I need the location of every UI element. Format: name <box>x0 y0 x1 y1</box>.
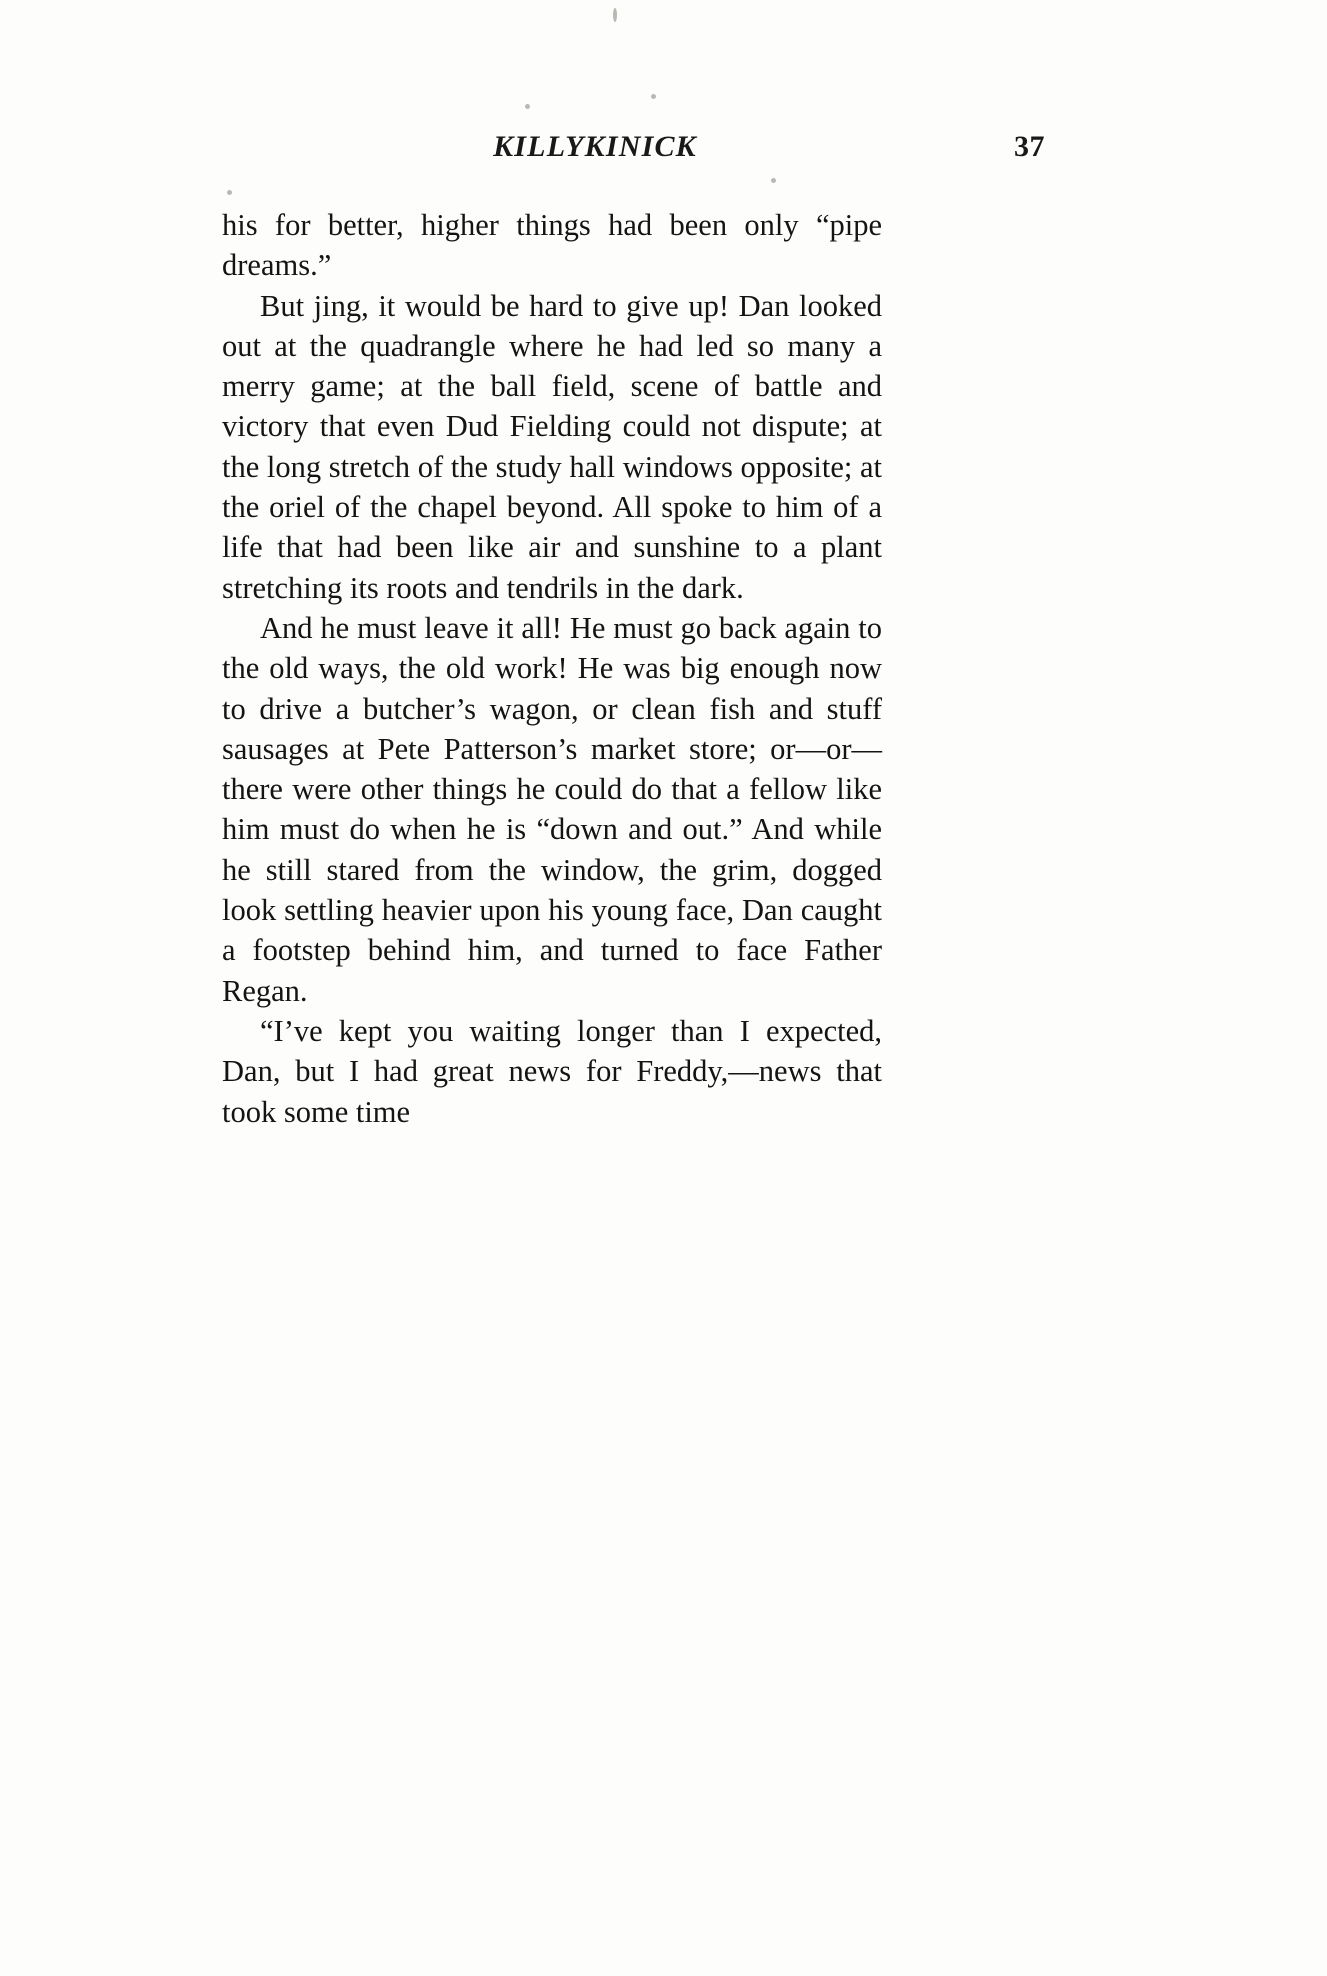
scan-speck <box>227 190 232 195</box>
scan-speck <box>651 94 656 99</box>
scan-speck <box>771 178 776 183</box>
scan-speck <box>613 8 617 22</box>
running-title: KILLYKINICK <box>493 130 697 163</box>
paragraph: his for better, higher things had been only “pipe dreams.” <box>222 208 882 283</box>
scan-speck <box>525 104 530 109</box>
page-body <box>222 205 882 1132</box>
page-header <box>215 130 1095 178</box>
page-number: 37 <box>1014 130 1045 163</box>
paragraph: “I’ve kept you waiting longer than I expected, Dan, but I had great news for Freddy,—news that took some time <box>222 1013 882 1129</box>
paragraph: And he must leave it all! He must go back again to the old ways, the old work! He was big enough now to drive a butcher’s wagon, or clean fish and stuff sausages at Pete Patterson’s market store; or—or—there were other things he could do that a fellow like him must do when he is “down and out.” And while he still stared from the window, the grim, dogged look settling heavier upon his young face, Dan caught a footstep behind him, and turned to face Father Regan. <box>222 610 882 1008</box>
paragraph: But jing, it would be hard to give up! Dan looked out at the quadrangle where he had led so many a merry game; at the ball field, scene of battle and victory that even Dud Fielding could not dispute; at the long stretch of the study hall windows opposite; at the oriel of the chapel beyond. All spoke to him of a life that had been like air and sunshine to a plant stretching its roots and tendrils in the dark. <box>222 288 882 605</box>
